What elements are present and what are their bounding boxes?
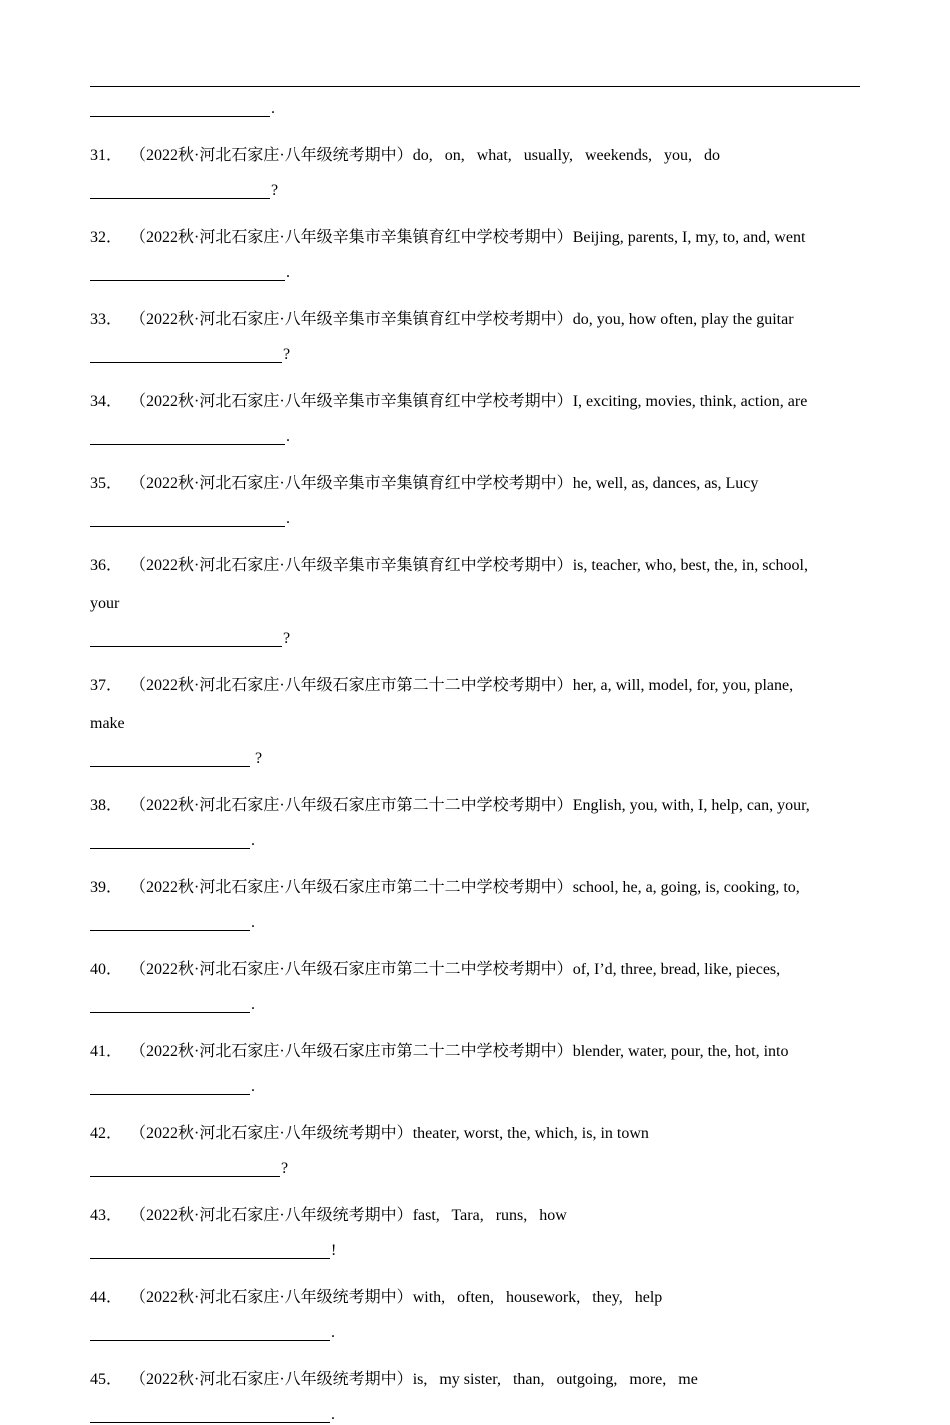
question-words: I, exciting, movies, think, action, are <box>572 393 808 410</box>
answer-blank[interactable] <box>90 1406 330 1423</box>
answer-punct: . <box>286 510 290 527</box>
answer-punct: ? <box>283 630 291 647</box>
question-item <box>90 146 850 166</box>
question-item <box>90 1124 850 1144</box>
answer-blank[interactable] <box>90 182 270 199</box>
answer-line <box>90 1241 850 1261</box>
answer-blank[interactable] <box>90 1078 250 1095</box>
answer-punct: . <box>271 100 275 117</box>
question-source: （2022秋·河北石家庄·八年级石家庄市第二十二中学校考期中） <box>130 1043 573 1060</box>
question-list <box>90 96 850 1425</box>
answer-blank[interactable] <box>90 832 250 849</box>
question-number: 37． <box>90 677 123 694</box>
answer-punct: ? <box>283 346 291 363</box>
question-words: with, often, housework, they, help <box>412 1289 663 1306</box>
question-continuation: your <box>90 595 120 612</box>
question-item <box>90 1042 850 1062</box>
question-source: （2022秋·河北石家庄·八年级辛集市辛集镇育红中学校考期中） <box>130 393 573 410</box>
question-item <box>90 556 850 576</box>
question-number: 33． <box>90 311 123 328</box>
question-words: blender, water, pour, the, hot, into <box>572 1043 789 1060</box>
question-source: （2022秋·河北石家庄·八年级石家庄市第二十二中学校考期中） <box>130 797 573 814</box>
question-number: 39． <box>90 879 123 896</box>
answer-punct: . <box>286 264 290 281</box>
answer-blank[interactable] <box>90 1160 280 1177</box>
question-number: 38． <box>90 797 123 814</box>
question-source: （2022秋·河北石家庄·八年级石家庄市第二十二中学校考期中） <box>130 677 573 694</box>
answer-punct: . <box>251 832 255 849</box>
answer-line <box>90 1405 850 1425</box>
answer-blank[interactable] <box>90 1242 330 1259</box>
answer-blank[interactable] <box>90 100 270 117</box>
answer-line <box>90 509 850 529</box>
question-words: do, you, how often, play the guitar <box>572 311 794 328</box>
question-item <box>90 1206 850 1226</box>
answer-punct: ? <box>251 750 263 767</box>
question-words: theater, worst, the, which, is, in town <box>412 1125 649 1142</box>
question-source: （2022秋·河北石家庄·八年级辛集市辛集镇育红中学校考期中） <box>130 557 573 574</box>
question-item <box>90 676 850 696</box>
answer-line <box>90 263 850 283</box>
answer-punct: ? <box>281 1160 289 1177</box>
question-source: （2022秋·河北石家庄·八年级辛集市辛集镇育红中学校考期中） <box>130 311 573 328</box>
header-rule <box>90 86 860 87</box>
question-number: 31． <box>90 147 123 164</box>
question-words: do, on, what, usually, weekends, you, do <box>412 147 721 164</box>
answer-punct: . <box>331 1324 335 1341</box>
answer-line <box>90 181 850 201</box>
question-source: （2022秋·河北石家庄·八年级辛集市辛集镇育红中学校考期中） <box>130 229 573 246</box>
question-item <box>90 310 850 330</box>
answer-punct: ! <box>331 1242 337 1259</box>
question-item <box>90 960 850 980</box>
answer-punct: . <box>331 1406 335 1423</box>
question-words: English, you, with, I, help, can, your, <box>572 797 810 814</box>
answer-blank[interactable] <box>90 346 282 363</box>
question-item <box>90 796 850 816</box>
question-number: 40． <box>90 961 123 978</box>
question-source: （2022秋·河北石家庄·八年级辛集市辛集镇育红中学校考期中） <box>130 475 573 492</box>
question-number: 42． <box>90 1125 123 1142</box>
answer-blank[interactable] <box>90 264 285 281</box>
answer-blank[interactable] <box>90 914 250 931</box>
question-number: 34． <box>90 393 123 410</box>
answer-line <box>90 1323 850 1343</box>
question-words: is, my sister, than, outgoing, more, me <box>412 1371 698 1388</box>
question-item <box>90 228 850 248</box>
answer-blank[interactable] <box>90 630 282 647</box>
question-source: （2022秋·河北石家庄·八年级石家庄市第二十二中学校考期中） <box>130 879 573 896</box>
answer-line <box>90 749 850 769</box>
answer-blank[interactable] <box>90 996 250 1013</box>
question-item <box>90 1288 850 1308</box>
answer-line <box>90 629 850 649</box>
question-number: 41． <box>90 1043 123 1060</box>
question-words: of, I’d, three, bread, like, pieces, <box>572 961 781 978</box>
answer-blank[interactable] <box>90 1324 330 1341</box>
question-item <box>90 474 850 494</box>
question-words: school, he, a, going, is, cooking, to, <box>572 879 800 896</box>
answer-line <box>90 1159 850 1179</box>
question-number: 45． <box>90 1371 123 1388</box>
question-item <box>90 1370 850 1390</box>
question-source: （2022秋·河北石家庄·八年级石家庄市第二十二中学校考期中） <box>130 961 573 978</box>
question-source: （2022秋·河北石家庄·八年级统考期中） <box>130 1289 413 1306</box>
question-number: 44． <box>90 1289 123 1306</box>
question-continuation: make <box>90 715 125 732</box>
answer-line <box>90 427 850 447</box>
question-words: fast, Tara, runs, how <box>412 1207 567 1224</box>
question-words: her, a, will, model, for, you, plane, <box>572 677 794 694</box>
question-words: he, well, as, dances, as, Lucy <box>572 475 759 492</box>
answer-punct: . <box>251 996 255 1013</box>
answer-line <box>90 345 850 365</box>
question-source: （2022秋·河北石家庄·八年级统考期中） <box>130 147 413 164</box>
answer-punct: ? <box>271 182 279 199</box>
question-source: （2022秋·河北石家庄·八年级统考期中） <box>130 1371 413 1388</box>
answer-punct: . <box>286 428 290 445</box>
question-number: 43． <box>90 1207 123 1224</box>
answer-blank[interactable] <box>90 510 285 527</box>
answer-line <box>90 913 850 933</box>
question-item <box>90 878 850 898</box>
answer-punct: . <box>251 914 255 931</box>
question-words: Beijing, parents, I, my, to, and, went <box>572 229 806 246</box>
question-words: is, teacher, who, best, the, in, school, <box>572 557 808 574</box>
answer-line-30 <box>90 99 850 119</box>
answer-line <box>90 995 850 1015</box>
question-number: 32． <box>90 229 123 246</box>
question-source: （2022秋·河北石家庄·八年级统考期中） <box>130 1125 413 1142</box>
answer-blank[interactable] <box>90 750 250 767</box>
answer-line <box>90 1077 850 1097</box>
question-number: 35． <box>90 475 123 492</box>
question-item <box>90 392 850 412</box>
answer-punct: . <box>251 1078 255 1095</box>
question-number: 36． <box>90 557 123 574</box>
answer-line <box>90 831 850 851</box>
question-source: （2022秋·河北石家庄·八年级统考期中） <box>130 1207 413 1224</box>
answer-blank[interactable] <box>90 428 285 445</box>
